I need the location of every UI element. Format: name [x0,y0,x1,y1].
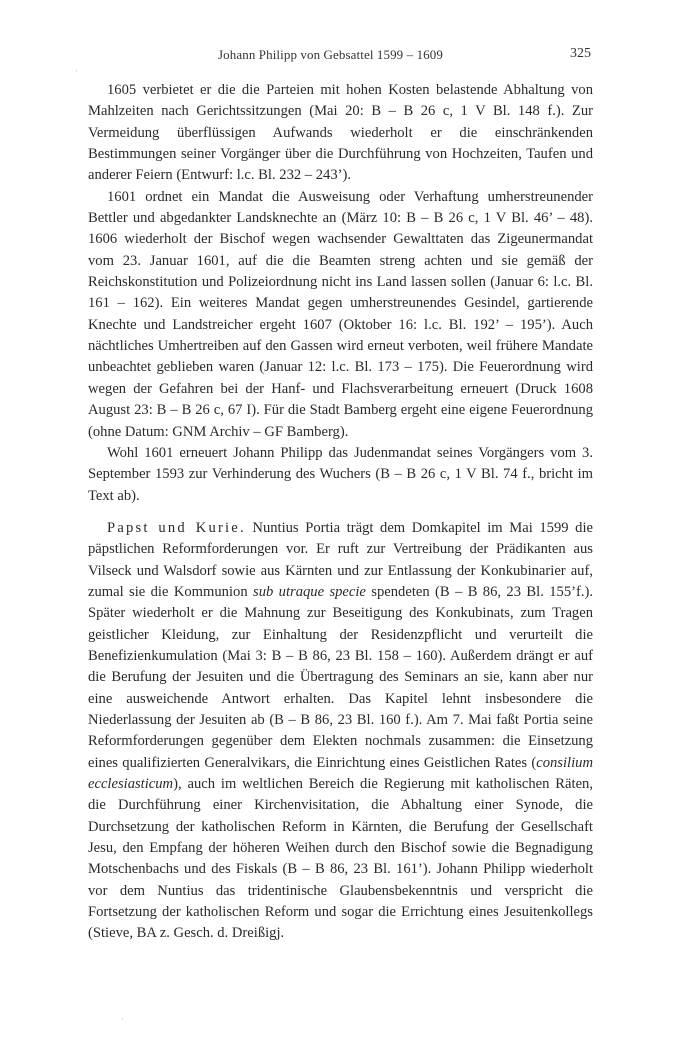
latin-phrase-sub-utraque-specie: sub utraque specie [253,583,366,600]
scan-dot-bottom: · [121,1014,124,1024]
paragraph-mandates-vagrants: 1601 ordnet ein Mandat die Ausweisung oder Verhaftung umherstreunender Bettler und abgedankter Landsknechte an (März 10: B – B 26 c, 1 V Bl. 46’ – 48). 1606 wiederholt der Bischof wegen wachsender Gewalttaten das Zigeunermandat vom 23. Januar 1601, auf die die Beamten streng achten und sie gemäß der Reichskonstitution und Polizeiordnung nicht ins Land lassen sollen (Januar 6: l.c. Bl. 161 – 162). Ein weiteres Mandat gegen umherstreunendes Gesindel, gartierende Knechte und Landstreicher ergeht 1607 (Oktober 16: l.c. Bl. 192’ – 195’). Auch nächtliches Umhertreiben auf den Gassen wird erneut verboten, weil frühere Mandate unbeachtet geblieben waren (Januar 12: l.c. Bl. 173 – 175). Die Feuerordnung wird wegen der Gefahren bei der Hanf- und Flachsverarbeitung erneuert (Druck 1608 August 23: B – B 26 c, 67 I). Für die Stadt Bamberg ergeht eine eigene Feuerordnung (ohne Datum: GNM Archiv – GF Bamberg). [88,188,593,440]
section-text-part2: spendeten (B – B 86, 23 Bl. 155’f.). Später wiederholt er die Mahnung zur Beseitigung des Konkubinats, zum Tragen geistlicher Kleidung, zur Einhaltung der Residenzpflicht und verurteilt die Benefizienkumulation (Mai 3: B – B 86, 23 Bl. 158 – 160). Außerdem drängt er auf die Berufung der Jesuiten und die Übertragung des Seminars an sie, kann aber nur eine ausweichende Antwort erhalten. Das Kapitel lehnt insbesondere die Niederlassung der Jesuiten ab (B – B 86, 23 Bl. 160 f.). Am 7. Mai faßt Portia seine Reformforderungen gegenüber dem Elekten nochmals zusammen: die Einsetzung eines qualifizierten Generalvikars, die Einrichtung eines Geistlichen Rates ( [88,583,593,771]
section-text-part1: Nuntius Portia trägt dem Domkapitel im Mai 1599 die päpstlichen Reformforderungen vor. Er ruft zur Vertreibung der Prädikanten aus Vilseck und Walsdorf sowie aus Kärnten und zur Entlassung der Konkubinarier auf, zumal sie die Kommunion [88,519,593,600]
paragraph-jewish-mandate: Wohl 1601 erneuert Johann Philipp das Judenmandat seines Vorgängers vom 3. September 1593 zur Verhinderung des Wuchers (B – B 26 c, 1 V Bl. 74 f., bricht im Text ab). [88,444,593,504]
running-head: Johann Philipp von Gebsattel 1599 – 1609 [218,47,443,62]
scan-dot-top: · [75,66,78,76]
body-text [88,80,593,945]
paragraph-papst-und-kurie [88,518,593,945]
page-number: 325 [570,46,591,61]
paragraph-ordinances-feasts: 1605 verbietet er die die Parteien mit hohen Kosten belastende Abhaltung von Mahlzeiten nach Gerichtssitzungen (Mai 20: B – B 26 c, 1 V Bl. 148 f.). Zur Vermeidung überflüssigen Aufwands wiederholt er die einschränkenden Bestimmungen seiner Vorgänger über die Durchführung von Hochzeiten, Taufen und anderer Feiern (Entwurf: l.c. Bl. 232 – 243’). [88,82,593,184]
latin-phrase-consilium-ecclesiasticum: consilium ecclesiasticum [88,754,593,792]
section-text-part3: ), auch im weltlichen Bereich die Regierung mit katholischen Räten, die Durchführung einer Kirchenvisitation, die Abhaltung einer Synode, die Durchsetzung der katholischen Reform in Kärnten, die Berufung der Gesellschaft Jesu, den Empfang der höheren Weihen durch den Bischof sowie die Begnadigung Motschenbachs und des Fiskals (B – B 86, 23 Bl. 161’). Johann Philipp wiederholt vor dem Nuntius das tridentinische Glaubensbekenntnis und verspricht die Fortsetzung der katholischen Reform und sogar die Errichtung eines Jesuitenkollegs (Stieve, BA z. Gesch. d. Dreißigj. [88,776,593,942]
section-heading: Papst und Kurie. [107,519,246,536]
